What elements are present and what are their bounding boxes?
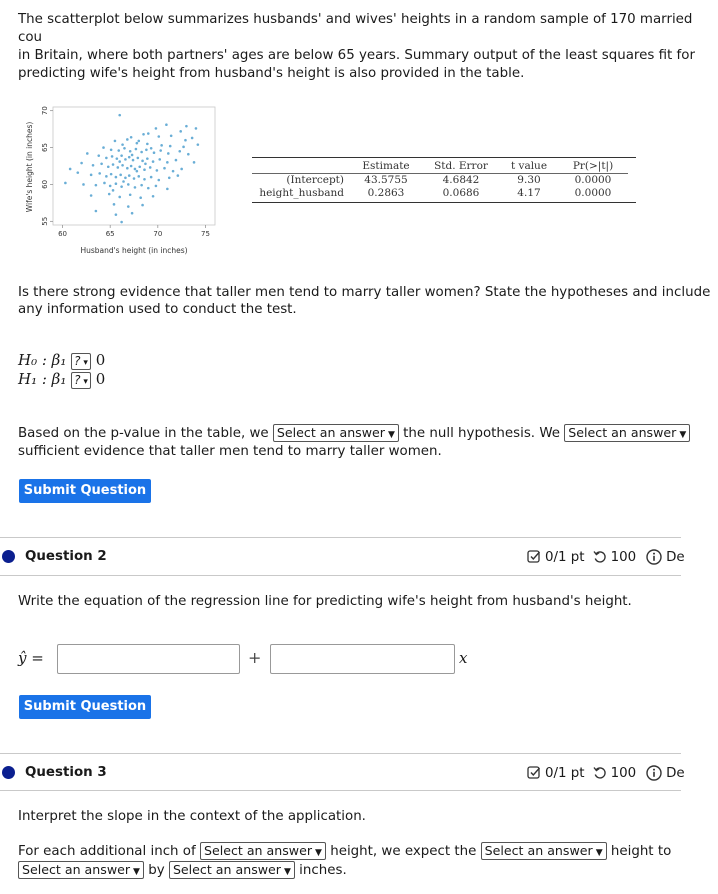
- data-point: [166, 188, 169, 191]
- data-point: [158, 158, 161, 161]
- data-point: [157, 135, 160, 138]
- retry-icon: [593, 766, 607, 780]
- data-point: [112, 163, 115, 166]
- data-point: [122, 180, 125, 183]
- data-point: [117, 149, 120, 152]
- q3-answer-line-2: [18, 861, 347, 879]
- data-point: [137, 157, 140, 160]
- data-point: [180, 168, 183, 171]
- data-point: [150, 176, 153, 179]
- data-point: [178, 150, 181, 153]
- data-point: [143, 178, 146, 181]
- info-icon[interactable]: [646, 765, 662, 781]
- q3-details-link[interactable]: De: [666, 765, 685, 781]
- q1-submit-button[interactable]: Submit Question: [19, 479, 151, 503]
- direction-select[interactable]: Select an answer ▼: [18, 861, 144, 879]
- x-tick-label: 65: [105, 230, 115, 238]
- data-point: [169, 145, 172, 148]
- data-point: [118, 196, 121, 199]
- evidence-select[interactable]: Select an answer ▼: [564, 424, 690, 442]
- retry-icon: [593, 550, 607, 564]
- data-point: [107, 165, 110, 168]
- data-point: [126, 167, 129, 170]
- data-point: [138, 165, 141, 168]
- data-point: [141, 160, 144, 163]
- data-point: [117, 166, 120, 169]
- data-point: [159, 149, 162, 152]
- checkbox-icon: [527, 550, 541, 564]
- data-point: [76, 171, 79, 174]
- data-point: [126, 138, 129, 141]
- data-point: [160, 144, 163, 147]
- based-on-text: Based on the p-value in the table, we: [18, 426, 269, 441]
- q3-retries: 100: [610, 765, 637, 781]
- null-hyp-text: the null hypothesis. We: [403, 426, 561, 441]
- data-point: [187, 153, 190, 156]
- data-point: [103, 182, 106, 185]
- intro-line-3: predicting wife's height from husband's height is also provided in the table.: [18, 66, 525, 81]
- data-point: [105, 175, 108, 178]
- data-point: [139, 196, 142, 199]
- reject-select[interactable]: Select an answer ▼: [273, 424, 399, 442]
- data-point: [182, 146, 185, 149]
- y-tick-label: 55: [41, 216, 49, 226]
- data-point: [128, 156, 131, 159]
- data-point: [147, 132, 150, 135]
- q3-prompt: Interpret the slope in the context of the application.: [18, 809, 366, 824]
- data-point: [95, 184, 98, 187]
- header-std-error: Std. Error: [434, 160, 488, 172]
- data-point: [118, 160, 121, 163]
- checkbox-icon: [527, 766, 541, 780]
- data-point: [109, 185, 112, 188]
- table-row: [252, 187, 628, 200]
- table-header-row: [252, 160, 628, 174]
- y-tick-label: 65: [41, 143, 49, 153]
- data-point: [121, 143, 124, 146]
- estimate-height-husband: 0.2863: [367, 187, 405, 199]
- data-point: [124, 177, 127, 180]
- data-point: [130, 165, 133, 168]
- chevron-down-icon: ▼: [387, 430, 395, 440]
- q3-answer-line-1: [18, 842, 671, 860]
- data-point: [172, 170, 175, 173]
- slope-input[interactable]: [270, 644, 455, 674]
- q1-prompt-line-2: any information used to conduct the test.: [18, 302, 297, 317]
- data-point: [166, 161, 169, 164]
- data-point: [150, 147, 153, 150]
- data-point: [152, 160, 155, 163]
- data-point: [170, 134, 173, 137]
- q2-title: Question 2: [25, 549, 107, 564]
- chevron-down-icon: ▼: [283, 867, 291, 877]
- for-each-text: For each additional inch of: [18, 844, 196, 859]
- header-estimate: Estimate: [362, 160, 410, 172]
- data-point: [156, 169, 159, 172]
- divider: [0, 753, 681, 754]
- data-point: [195, 127, 198, 130]
- data-point: [116, 157, 119, 160]
- regression-table: [252, 160, 628, 200]
- header-p-value: Pr(>|t|): [572, 160, 614, 172]
- data-point: [64, 182, 67, 185]
- q3-title: Question 3: [25, 765, 107, 780]
- data-point: [128, 174, 131, 177]
- chevron-down-icon: ▾: [80, 357, 88, 368]
- data-point: [146, 143, 149, 146]
- data-point: [179, 130, 182, 133]
- data-point: [114, 140, 117, 143]
- y-tick-label: 70: [41, 106, 49, 116]
- term-intercept: (Intercept): [286, 174, 344, 186]
- data-point: [157, 179, 160, 182]
- t-value-intercept: 9.30: [517, 174, 541, 186]
- h0-value: 0: [95, 351, 106, 369]
- plus-sign: +: [248, 648, 262, 667]
- data-point: [98, 172, 101, 175]
- data-point: [112, 189, 115, 192]
- data-point: [146, 157, 149, 160]
- q3-status: [527, 765, 685, 781]
- data-point: [120, 221, 123, 224]
- divider: [0, 790, 681, 791]
- q1-conclusion-line-2: sufficient evidence that taller men tend to marry taller women.: [18, 444, 442, 459]
- h0-operator-select[interactable]: ? ▾: [71, 353, 91, 370]
- data-point: [110, 173, 113, 176]
- data-point: [130, 136, 133, 139]
- data-point: [131, 154, 134, 157]
- regression-table-wrap: [252, 157, 636, 203]
- chevron-down-icon: ▼: [315, 848, 322, 858]
- data-point: [82, 183, 85, 186]
- problem-intro: [18, 11, 718, 83]
- std-error-intercept: 4.6842: [442, 174, 480, 186]
- data-point: [129, 193, 132, 196]
- data-point: [155, 127, 158, 130]
- data-point: [185, 125, 188, 128]
- divider: [0, 575, 681, 576]
- data-point: [120, 154, 123, 157]
- p-value-height-husband: 0.0000: [574, 187, 612, 199]
- data-point: [97, 154, 100, 157]
- question-status-dot: [2, 766, 15, 779]
- data-point: [129, 150, 132, 153]
- data-point: [102, 146, 105, 149]
- data-point: [108, 193, 111, 196]
- data-point: [69, 168, 72, 171]
- x-variable: x: [459, 649, 468, 667]
- data-point: [147, 187, 150, 190]
- h1-label: H₁ : β₁: [18, 370, 67, 388]
- data-point: [191, 137, 194, 140]
- t-value-height-husband: 4.17: [517, 187, 541, 199]
- data-point: [113, 203, 116, 206]
- data-point: [134, 186, 137, 189]
- data-point: [136, 142, 139, 145]
- data-point: [137, 140, 140, 143]
- data-point: [80, 162, 83, 165]
- data-point: [165, 123, 168, 126]
- data-point: [145, 148, 148, 151]
- data-point: [134, 168, 137, 171]
- q2-submit-button[interactable]: Submit Question: [19, 695, 151, 719]
- yhat-label: ŷ =: [18, 649, 44, 667]
- x-tick-label: 60: [58, 230, 67, 238]
- data-point: [115, 182, 118, 185]
- null-hypothesis: [18, 351, 105, 370]
- data-point: [193, 161, 196, 164]
- x-axis-label: Husband's height (in inches): [80, 246, 188, 255]
- intro-line-1: The scatterplot below summarizes husbands' and wives' heights in a random sample of 170 married cou: [18, 12, 693, 45]
- data-point: [86, 152, 89, 155]
- by-text: by: [148, 863, 165, 878]
- plot-frame: [53, 107, 215, 225]
- x-tick-label: 75: [201, 230, 210, 238]
- partner-select-1[interactable]: Select an answer ▼: [200, 842, 326, 860]
- data-point: [132, 159, 135, 162]
- y-tick-label: 60: [41, 179, 49, 189]
- table-row: [252, 174, 628, 188]
- amount-select[interactable]: Select an answer ▼: [169, 861, 295, 879]
- q2-details-link[interactable]: De: [666, 549, 685, 565]
- data-point: [115, 213, 118, 216]
- info-icon[interactable]: [646, 549, 662, 565]
- q2-retries: 100: [610, 549, 637, 565]
- chevron-down-icon: ▼: [133, 867, 140, 877]
- data-point: [131, 212, 134, 215]
- data-point: [177, 174, 180, 177]
- data-point: [100, 162, 103, 165]
- data-point: [92, 164, 95, 167]
- scatterplot: [18, 100, 218, 260]
- data-point: [140, 151, 143, 154]
- data-point: [167, 152, 170, 155]
- std-error-height-husband: 0.0686: [442, 187, 480, 199]
- data-point: [127, 205, 130, 208]
- data-point: [105, 157, 108, 160]
- data-point: [110, 148, 113, 151]
- y-axis-label: Wife's height (in inches): [25, 121, 34, 213]
- chevron-down-icon: ▼: [679, 430, 687, 440]
- height-expect-text: height, we expect the: [330, 844, 477, 859]
- q1-prompt-line-1: Is there strong evidence that taller men tend to marry taller women? State the hypotheses and include: [18, 285, 711, 300]
- chevron-down-icon: ▼: [595, 848, 603, 858]
- divider: [0, 537, 681, 538]
- q3-score: 0/1 pt: [545, 765, 585, 781]
- alt-hypothesis: [18, 370, 105, 389]
- data-point: [143, 168, 146, 171]
- data-point: [133, 177, 136, 180]
- p-value-intercept: 0.0000: [574, 174, 612, 186]
- data-point: [175, 159, 178, 162]
- q2-status: [527, 549, 685, 565]
- h0-label: H₀ : β₁: [18, 351, 67, 369]
- data-point: [142, 133, 145, 136]
- data-point: [141, 204, 144, 207]
- estimate-intercept: 43.5755: [364, 174, 408, 186]
- data-point: [123, 147, 126, 150]
- data-point: [137, 175, 140, 178]
- header-t-value: t value: [510, 160, 548, 172]
- q2-prompt: Write the equation of the regression line for predicting wife's height from husband's height.: [18, 594, 632, 609]
- q1-conclusion-line-1: [18, 424, 690, 442]
- q2-score: 0/1 pt: [545, 549, 585, 565]
- data-point: [197, 143, 200, 146]
- h1-operator-select[interactable]: ? ▾: [71, 372, 91, 389]
- data-point: [140, 184, 143, 187]
- data-point: [120, 185, 123, 188]
- data-point: [184, 139, 187, 142]
- data-point: [127, 183, 130, 186]
- data-point: [163, 167, 166, 170]
- data-point: [168, 177, 171, 180]
- intercept-input[interactable]: [57, 644, 240, 674]
- intro-line-2: in Britain, where both partners' ages are below 65 years. Summary output of the least squares fit for: [18, 48, 695, 63]
- data-point: [155, 185, 158, 188]
- data-point: [119, 174, 122, 177]
- height-to-text: height to: [610, 844, 672, 859]
- data-point: [136, 170, 139, 173]
- data-point: [153, 151, 156, 154]
- data-point: [135, 148, 138, 151]
- data-point: [95, 210, 98, 213]
- data-point: [149, 166, 152, 169]
- data-point: [118, 114, 121, 117]
- chevron-down-icon: ▾: [80, 376, 88, 387]
- data-point: [90, 194, 93, 197]
- partner-select-2[interactable]: Select an answer ▼: [481, 842, 607, 860]
- question-status-dot: [2, 550, 15, 563]
- data-point: [152, 195, 155, 198]
- data-point: [115, 176, 118, 179]
- h1-value: 0: [95, 370, 106, 388]
- data-point: [144, 162, 147, 165]
- data-point: [124, 158, 127, 161]
- data-point: [90, 174, 93, 177]
- data-point: [121, 164, 124, 167]
- x-tick-label: 70: [153, 230, 163, 238]
- data-point: [111, 155, 114, 158]
- term-height-husband: height_husband: [259, 187, 344, 199]
- inches-text: inches.: [299, 863, 347, 878]
